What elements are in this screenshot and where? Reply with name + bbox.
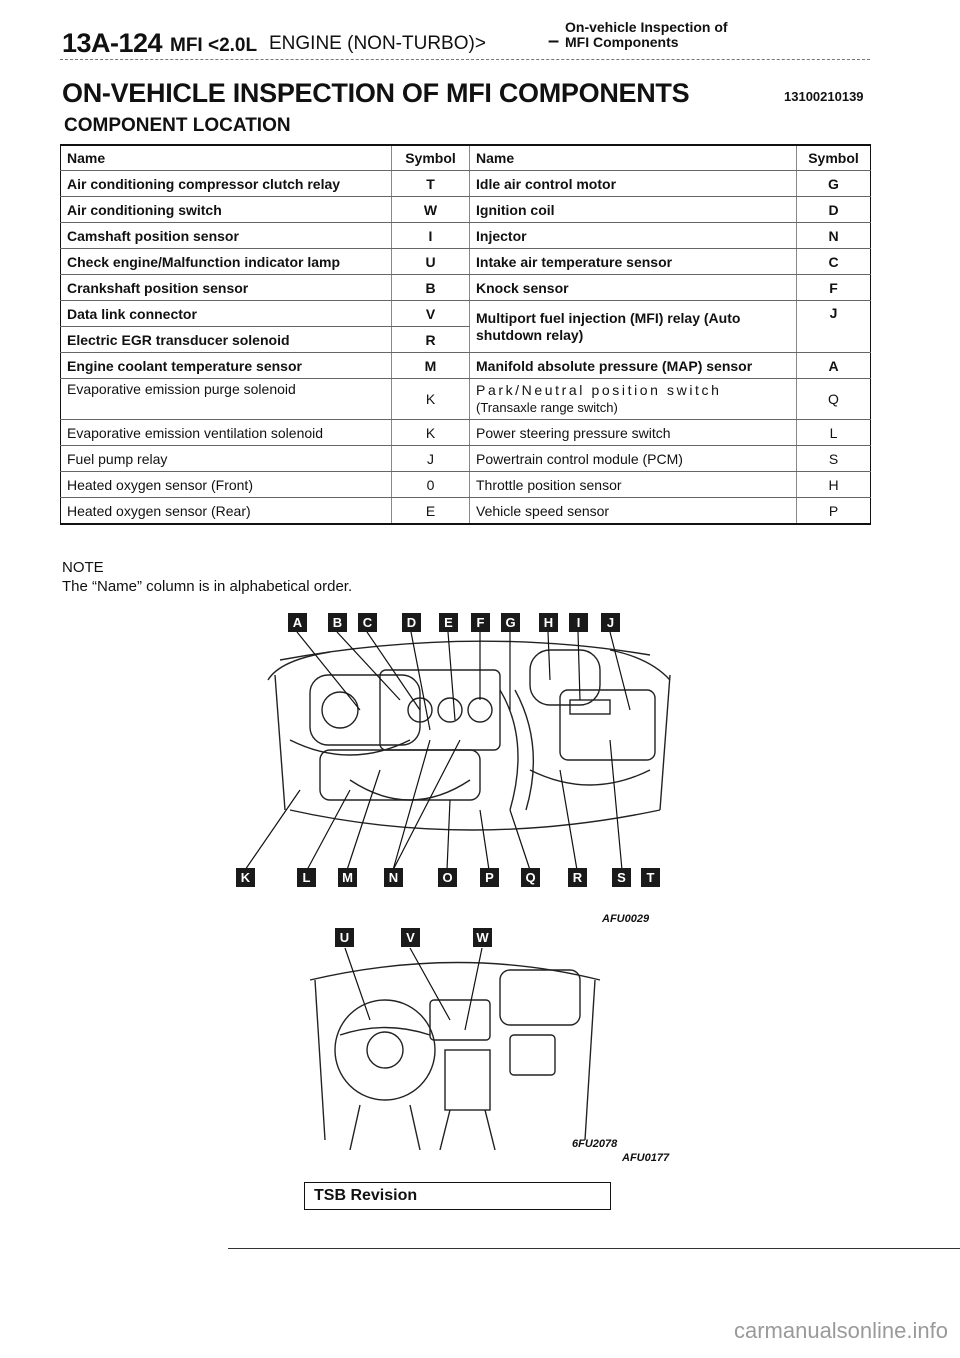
cell-symbol: 0 [392, 472, 470, 498]
cell-symbol: T [392, 171, 470, 197]
section-subtitle: COMPONENT LOCATION [64, 115, 291, 136]
cell-symbol-2: F [797, 275, 871, 301]
cell-name: Camshaft position sensor [61, 223, 392, 249]
cell-symbol: J [392, 446, 470, 472]
callout-label: P [480, 868, 499, 887]
cell-symbol-2: C [797, 249, 871, 275]
callout-label: B [328, 613, 347, 632]
callout-label: N [384, 868, 403, 887]
header-name-2: Name [470, 145, 797, 171]
callout-label: Q [521, 868, 540, 887]
cell-symbol-2: P [797, 498, 871, 525]
table-row [61, 472, 871, 498]
cell-symbol: U [392, 249, 470, 275]
table-row [61, 197, 871, 223]
cell-symbol-2: Q [797, 379, 871, 420]
cell-symbol: R [392, 327, 470, 353]
callout-label: E [439, 613, 458, 632]
cell-name: Fuel pump relay [61, 446, 392, 472]
cell-name: Engine coolant temperature sensor [61, 353, 392, 379]
cell-name-2: Injector [470, 223, 797, 249]
cell-symbol-2: D [797, 197, 871, 223]
cell-symbol-2: S [797, 446, 871, 472]
cell-name: Evaporative emission ventilation solenoid [61, 420, 392, 446]
transaxle-range-label: (Transaxle range switch) [476, 400, 618, 415]
callout-label: U [335, 928, 354, 947]
table-row [61, 223, 871, 249]
cell-name: Data link connector [61, 301, 392, 327]
cell-symbol: B [392, 275, 470, 301]
callout-label: S [612, 868, 631, 887]
callout-label: T [641, 868, 660, 887]
cell-symbol: I [392, 223, 470, 249]
callout-label: D [402, 613, 421, 632]
cell-name-2 [470, 379, 797, 420]
section-code: 13A-124 [62, 28, 163, 58]
note-text: The “Name” column is in alphabetical order. [62, 578, 353, 595]
header-section-line1: On-vehicle Inspection of [565, 19, 728, 35]
callout-label: A [288, 613, 307, 632]
callout-label: J [601, 613, 620, 632]
table-row [61, 379, 871, 420]
cell-name-2: Vehicle speed sensor [470, 498, 797, 525]
cell-name: Evaporative emission purge solenoid [61, 379, 392, 420]
cell-symbol: K [392, 420, 470, 446]
callout-label: V [401, 928, 420, 947]
table-row [61, 275, 871, 301]
header-section-title [565, 20, 728, 50]
cell-symbol-2: J [797, 301, 871, 353]
cell-symbol-2: L [797, 420, 871, 446]
cell-name: Heated oxygen sensor (Front) [61, 472, 392, 498]
callout-label: L [297, 868, 316, 887]
tsb-revision-label: TSB Revision [314, 1187, 418, 1204]
callout-label: G [501, 613, 520, 632]
cell-name-2: Power steering pressure switch [470, 420, 797, 446]
callout-label: M [338, 868, 357, 887]
table-row [61, 171, 871, 197]
callout-label: F [471, 613, 490, 632]
component-location-table [60, 144, 871, 525]
header-symbol: Symbol [392, 145, 470, 171]
header-dash: – [548, 30, 560, 52]
cell-name: Air conditioning compressor clutch relay [61, 171, 392, 197]
cell-name-2: Multiport fuel injection (MFI) relay (Auto shutdown relay) [470, 301, 797, 353]
header-name: Name [61, 145, 392, 171]
table-row [61, 353, 871, 379]
cell-name-2: Manifold absolute pressure (MAP) sensor [470, 353, 797, 379]
table-row [61, 301, 871, 327]
figure-code: AFU0177 [622, 1152, 670, 1164]
cell-name: Air conditioning switch [61, 197, 392, 223]
callout-label: W [473, 928, 492, 947]
cell-symbol-2: H [797, 472, 871, 498]
cell-name: Heated oxygen sensor (Rear) [61, 498, 392, 525]
figure-inner-code: 6FU2078 [572, 1138, 618, 1150]
cell-name-2: Powertrain control module (PCM) [470, 446, 797, 472]
page-title: ON-VEHICLE INSPECTION OF MFI COMPONENTS [62, 78, 690, 108]
cell-symbol-2: N [797, 223, 871, 249]
callout-label: R [568, 868, 587, 887]
cell-symbol: W [392, 197, 470, 223]
table-row [61, 420, 871, 446]
dashboard-illustration [300, 940, 620, 1150]
callout-label: O [438, 868, 457, 887]
header-rule [60, 59, 870, 60]
cell-name: Electric EGR transducer solenoid [61, 327, 392, 353]
footer-rule [228, 1248, 960, 1249]
tsb-revision-box [304, 1182, 611, 1210]
cell-name: Check engine/Malfunction indicator lamp [61, 249, 392, 275]
cell-name-2: Throttle position sensor [470, 472, 797, 498]
park-neutral-label: Park/Neutral position switch [476, 382, 722, 398]
cell-symbol-2: A [797, 353, 871, 379]
note-block [62, 558, 352, 596]
cell-symbol-2: G [797, 171, 871, 197]
table-header-row [61, 145, 871, 171]
table-row [61, 249, 871, 275]
cell-symbol: M [392, 353, 470, 379]
engine-label: ENGINE (NON-TURBO)> [269, 33, 486, 54]
note-label: NOTE [62, 559, 104, 576]
cell-name-2: Ignition coil [470, 197, 797, 223]
callout-label: I [569, 613, 588, 632]
document-number: 13100210139 [784, 89, 864, 104]
table-row [61, 446, 871, 472]
cell-symbol: V [392, 301, 470, 327]
header-symbol-2: Symbol [797, 145, 871, 171]
callout-label: K [236, 868, 255, 887]
table-row [61, 498, 871, 525]
cell-symbol: K [392, 379, 470, 420]
cell-name-2: Intake air temperature sensor [470, 249, 797, 275]
engine-prefix: MFI <2.0L [170, 35, 258, 56]
figure-code: AFU0029 [602, 913, 650, 925]
callout-label: C [358, 613, 377, 632]
engine-bay-illustration [230, 620, 710, 900]
watermark: carmanualsonline.info [733, 1318, 948, 1343]
cell-symbol: E [392, 498, 470, 525]
callout-label: H [539, 613, 558, 632]
cell-name-2: Knock sensor [470, 275, 797, 301]
header-section-line2: MFI Components [565, 34, 679, 50]
cell-name-2: Idle air control motor [470, 171, 797, 197]
cell-name: Crankshaft position sensor [61, 275, 392, 301]
